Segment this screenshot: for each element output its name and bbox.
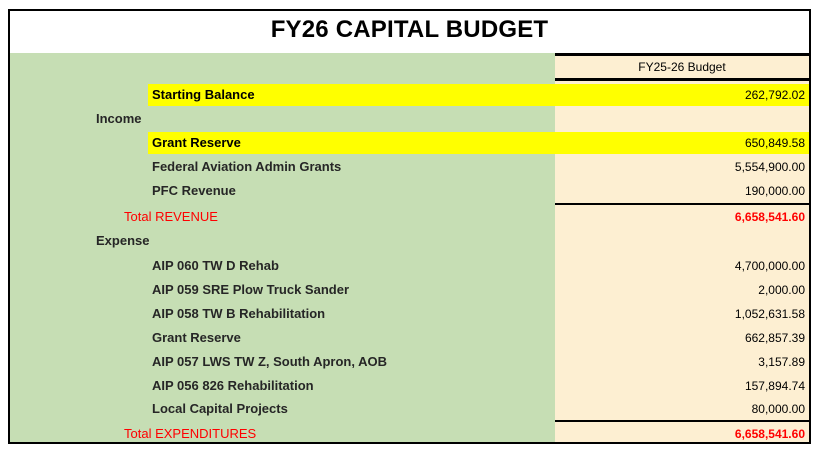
header-bottom-border xyxy=(555,78,809,81)
row-amount: 1,052,631.58 xyxy=(734,307,805,321)
row-amount: 157,894.74 xyxy=(744,379,805,393)
row-aip-060 xyxy=(10,254,809,278)
row-aip-057 xyxy=(10,350,809,374)
row-label: Starting Balance xyxy=(152,87,255,102)
sheet-title: FY26 CAPITAL BUDGET xyxy=(270,16,549,43)
row-label: Federal Aviation Admin Grants xyxy=(152,159,342,174)
row-amount: 662,857.39 xyxy=(744,331,805,345)
row-label: AIP 056 826 Rehabilitation xyxy=(152,378,314,393)
row-grant-reserve-expense xyxy=(10,326,809,350)
row-amount: 4,700,000.00 xyxy=(734,259,805,273)
row-total-expenditures xyxy=(10,422,809,446)
row-label: AIP 058 TW B Rehabilitation xyxy=(152,306,326,321)
row-pfc-revenue xyxy=(10,179,809,203)
total-amount: 6,658,541.60 xyxy=(734,427,805,441)
row-amount: 190,000.00 xyxy=(744,184,805,198)
row-label: AIP 060 TW D Rehab xyxy=(152,258,279,273)
row-aip-058 xyxy=(10,302,809,326)
row-aip-056 xyxy=(10,374,809,398)
total-amount: 6,658,541.60 xyxy=(734,210,805,224)
total-label: Total REVENUE xyxy=(124,209,218,224)
section-expense xyxy=(10,229,809,253)
budget-sheet xyxy=(8,9,811,444)
row-label: PFC Revenue xyxy=(152,183,236,198)
row-total-revenue xyxy=(10,205,809,229)
row-amount: 2,000.00 xyxy=(758,283,805,297)
header-top-border xyxy=(555,53,809,56)
row-amount: 80,000.00 xyxy=(751,402,805,416)
row-label: Grant Reserve xyxy=(152,135,241,150)
row-amount: 3,157.89 xyxy=(758,355,805,369)
row-faa-grants xyxy=(10,155,809,179)
row-label: Local Capital Projects xyxy=(152,401,288,416)
section-label: Income xyxy=(96,111,142,126)
section-income xyxy=(10,107,809,131)
column-header-fy25-26-budget: FY25-26 Budget xyxy=(638,60,726,74)
row-starting-balance xyxy=(10,83,809,107)
row-amount: 5,554,900.00 xyxy=(734,160,805,174)
row-aip-059 xyxy=(10,278,809,302)
row-label: Grant Reserve xyxy=(152,330,241,345)
row-local-capital-projects xyxy=(10,397,809,421)
section-label: Expense xyxy=(96,233,150,248)
row-amount: 650,849.58 xyxy=(744,136,805,150)
total-label: Total EXPENDITURES xyxy=(124,426,257,441)
row-amount: 262,792.02 xyxy=(744,88,805,102)
row-label: AIP 057 LWS TW Z, South Apron, AOB xyxy=(152,354,387,369)
row-label: AIP 059 SRE Plow Truck Sander xyxy=(152,282,350,297)
row-grant-reserve-income xyxy=(10,131,809,155)
